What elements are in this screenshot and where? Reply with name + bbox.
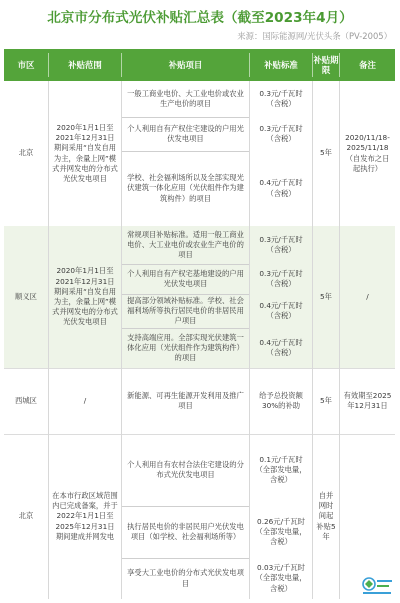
district-cell: 顺义区 <box>15 291 37 301</box>
header-scope: 补贴范围 <box>68 60 102 70</box>
item-cell: 新能源、可再生能源开发利用及推广项目 <box>127 390 244 410</box>
scope-cell: 在本市行政区域范围内已完成备案，并于2022年1月1日至2025年12月31日期间建成并网发电 <box>52 490 118 541</box>
standard-cell: 0.03元/千瓦时（全部发电量，含税） <box>255 563 307 593</box>
item-cell: 一般工商业电价、大工业电价或农业生产电价的项目 <box>127 88 244 108</box>
item-cell: 个人利用自有产权住宅建设的户用光伏发电项目 <box>127 123 244 143</box>
subsidy-table <box>4 49 395 599</box>
table-group <box>4 81 395 227</box>
header-period: 补贴期限 <box>313 55 339 75</box>
watermark-logo-icon <box>360 575 394 597</box>
item-cell: 享受大工业电价的分布式光伏发电项目 <box>127 568 244 588</box>
item-cell: 个人利用自有产权宅基地建设的户用光伏发电项目 <box>127 268 244 288</box>
standard-cell: 0.4元/千瓦时（含税） <box>259 178 303 198</box>
standard-cell: 0.3元/千瓦时（含税） <box>259 234 303 254</box>
period-cell: 5年 <box>320 395 332 405</box>
district-cell: 西城区 <box>15 395 37 405</box>
standard-cell: 给予总投资额30%的补助 <box>259 390 303 410</box>
scope-cell: / <box>83 395 87 405</box>
table-group <box>4 368 395 435</box>
table-group <box>4 434 395 599</box>
standard-cell: 0.3元/千瓦时（含税） <box>259 123 303 143</box>
period-cell: 5年 <box>320 291 332 301</box>
header-note: 备注 <box>359 60 376 70</box>
header-district: 市区 <box>17 60 35 70</box>
header-item: 补贴项目 <box>168 60 203 70</box>
standard-cell: 0.4元/千瓦时（含税） <box>259 337 303 357</box>
item-cell: 支持高端应用。全部实现光伏建筑一体化应用（光伏组件作为建筑构件）的项目 <box>127 332 244 363</box>
item-cell: 执行居民电价的非居民用户光伏发电项目（如学校、社会福利场所等） <box>127 521 244 541</box>
standard-cell: 0.3元/千瓦时（含税） <box>259 88 303 108</box>
district-cell: 北京 <box>18 148 34 158</box>
note-cell: 有效期至2025年12月31日 <box>343 390 392 410</box>
standard-cell: 0.1元/千瓦时（全部发电量，含税） <box>255 454 307 485</box>
table-group <box>4 226 395 369</box>
item-cell: 学校、社会福利场所以及全部实现光伏建筑一体化应用（光伏组件作为建筑构件）的项目 <box>127 173 244 203</box>
item-cell: 提高部分领域补贴标准。学校、社会福利场所等执行居民电价的非居民用户项目 <box>127 295 244 326</box>
header-standard: 补贴标准 <box>264 60 298 70</box>
district-cell: 北京 <box>18 511 34 521</box>
note-cell: 2020/11/18-2025/11/18（自发布之日起执行） <box>345 133 390 173</box>
period-cell: 5年 <box>320 148 332 158</box>
item-cell: 常规项目补贴标准。适用一般工商业电价、大工业电价或农业生产电价的项目 <box>127 229 244 260</box>
scope-cell: 2020年1月1日至2021年12月31日期间采用“自发自用为主，余量上网”模式并网发电的分布式光伏发电项目 <box>52 266 118 327</box>
standard-cell: 0.26元/千瓦时（全部发电量，含税） <box>255 516 307 547</box>
table-header <box>4 49 395 81</box>
standard-cell: 0.4元/千瓦时（含税） <box>259 300 303 320</box>
source-line: 来源：国际能源网/光伏头条（PV-2005） <box>237 31 392 41</box>
item-cell: 个人利用自有农村合法住宅建设的分布式光伏发电项目 <box>127 459 244 479</box>
period-cell: 自并网时间起补贴5年 <box>316 490 336 541</box>
standard-cell: 0.3元/千瓦时（含税） <box>259 268 303 288</box>
scope-cell: 2020年1月1日至2021年12月31日期间采用“自发自用为主，余量上网”模式并网发电的分布式光伏发电项目 <box>52 122 118 183</box>
document-title: 北京市分布式光伏补贴汇总表（截至2023年4月） <box>47 10 353 26</box>
note-cell: / <box>366 291 369 301</box>
